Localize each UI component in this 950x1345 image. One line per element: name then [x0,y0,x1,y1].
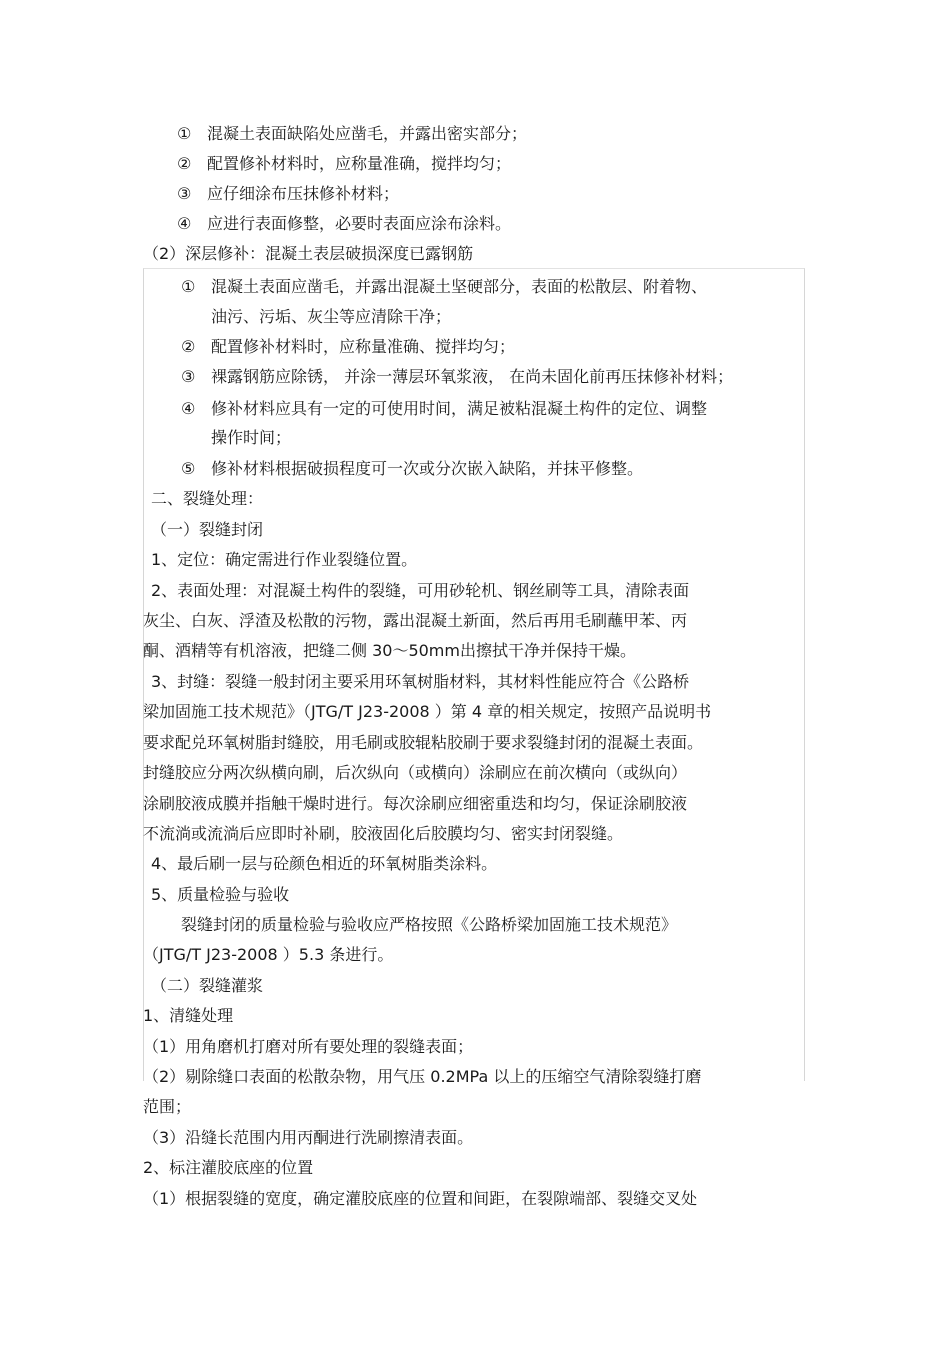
list-item: ① 混凝土表面应凿毛，并露出混凝土坚硬部分，表面的松散层、附着物、 [181,277,708,296]
paragraph-line: （1）用角磨机打磨对所有要处理的裂缝表面； [143,1037,474,1056]
section-heading: 二、裂缝处理： [151,489,264,508]
paragraph-line: （JTG/T J23-2008 ）5.3 条进行。 [143,945,394,964]
list-item: ③ 应仔细涂布压抹修补材料； [177,184,400,203]
paragraph-line: 灰尘、白灰、浮渣及松散的污物，露出混凝土新面，然后再用毛刷蘸甲苯、丙 [143,611,688,630]
list-item: ⑤ 修补材料根据破损程度可一次或分次嵌入缺陷，并抹平修整。 [181,459,644,478]
list-item: ③ 裸露钢筋应除锈， 并涂一薄层环氧浆液， 在尚未固化前再压抹修补材料； [181,367,734,386]
list-item: ④ 修补材料应具有一定的可使用时间，满足被粘混凝土构件的定位、调整 [181,399,708,418]
list-item: ④ 应进行表面修整，必要时表面应涂布涂料。 [177,214,512,233]
paragraph-line: 5、质量检验与验收 [151,885,290,904]
subsection-heading: （二）裂缝灌浆 [151,976,264,995]
paragraph-line: 封缝胶应分两次纵横向刷，后次纵向（或横向）涂刷应在前次横向（或纵向） [143,763,688,782]
section-heading: （2）深层修补：混凝土表层破损深度已露钢筋 [143,244,474,263]
paragraph-line: 不流淌或流淌后应即时补刷，胶液固化后胶膜均匀、密实封闭裂缝。 [143,824,624,843]
paragraph-line: （1）根据裂缝的宽度，确定灌胶底座的位置和间距，在裂隙端部、裂缝交叉处 [143,1189,698,1208]
subsection-heading: （一）裂缝封闭 [151,520,264,539]
list-item: ① 混凝土表面缺陷处应凿毛，并露出密实部分； [177,124,528,143]
paragraph-line: 涂刷胶液成膜并指触干燥时进行。每次涂刷应细密重迭和均匀，保证涂刷胶液 [143,794,688,813]
paragraph-line: 2、标注灌胶底座的位置 [143,1158,314,1177]
paragraph-line: 要求配兑环氧树脂封缝胶，用毛刷或胶辊粘胶刷于要求裂缝封闭的混凝土表面。 [143,733,704,752]
paragraph-line: 酮、酒精等有机溶液，把缝二侧 30～50mm出擦拭干净并保持干燥。 [143,641,636,660]
paragraph-line: 梁加固施工技术规范》（JTG/T J23-2008 ）第 4 章的相关规定，按照产品说明书 [143,702,712,721]
paragraph-line: 2、表面处理：对混凝土构件的裂缝，可用砂轮机、钢丝刷等工具，清除表面 [151,581,690,600]
paragraph-line: 裂缝封闭的质量检验与验收应严格按照《公路桥梁加固施工技术规范》 [181,915,678,934]
paragraph-line: 4、最后刷一层与砼颜色相近的环氧树脂类涂料。 [151,854,498,873]
paragraph-line: 1、定位：确定需进行作业裂缝位置。 [151,550,418,569]
paragraph-line: 3、封缝：裂缝一般封闭主要采用环氧树脂材料，其材料性能应符合《公路桥 [151,672,690,691]
list-item-continuation: 操作时间； [211,428,292,447]
paragraph-line: （2）剔除缝口表面的松散杂物，用气压 0.2MPa 以上的压缩空气清除裂缝打磨 [143,1067,702,1086]
paragraph-line: 范围； [143,1097,192,1116]
list-item: ② 配置修补材料时，应称量准确、搅拌均匀； [181,337,516,356]
list-item-continuation: 油污、污垢、灰尘等应清除干净； [211,307,452,326]
paragraph-line: （3）沿缝长范围内用丙酮进行洗刷擦清表面。 [143,1128,474,1147]
list-item: ② 配置修补材料时，应称量准确，搅拌均匀； [177,154,512,173]
paragraph-line: 1、清缝处理 [143,1006,234,1025]
